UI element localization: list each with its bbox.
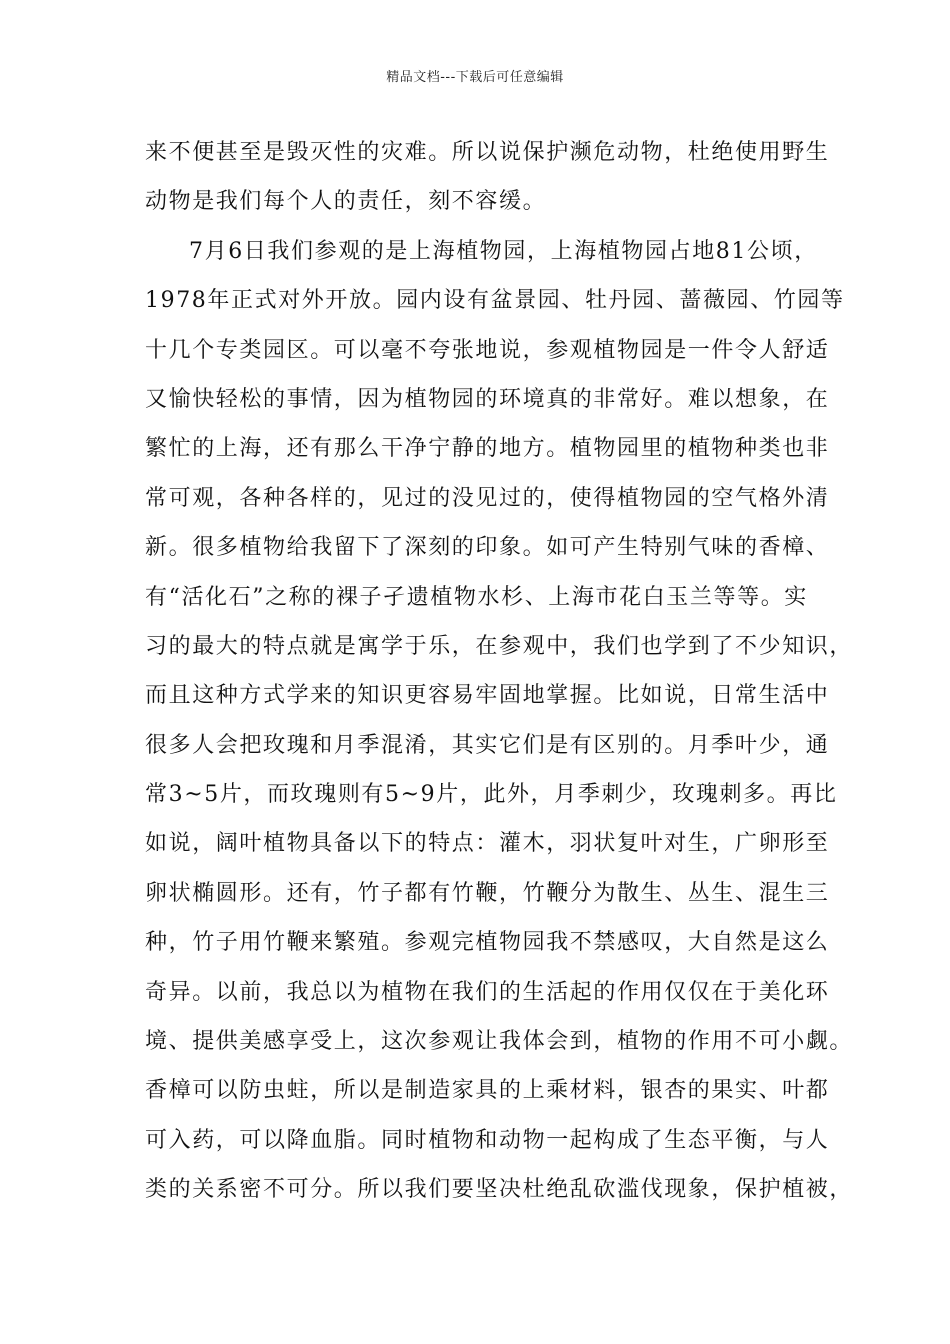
text-line: 种，竹子用竹鞭来繁殖。参观完植物园我不禁感叹，大自然是这么 (145, 930, 830, 956)
text-line: 常3~5片，而玫瑰则有5~9片，此外，月季刺少，玫瑰刺多。再比 (145, 782, 838, 808)
text-line: 又愉快轻松的事情，因为植物园的环境真的非常好。难以想象，在 (145, 386, 830, 412)
text-line: 香樟可以防虫蛀，所以是制造家具的上乘材料，银杏的果实、叶都 (145, 1078, 830, 1104)
text-line: 来不便甚至是毁灭性的灾难。所以说保护濒危动物，杜绝使用野生 (145, 140, 830, 165)
text-line: 境、提供美感享受上，这次参观让我体会到，植物的作用不可小觑。 (145, 1029, 854, 1055)
text-line: 如说，阔叶植物具备以下的特点：灌木，羽状复叶对生，广卵形至 (145, 831, 830, 857)
text-line: 常可观，各种各样的，见过的没见过的，使得植物园的空气格外清 (145, 485, 830, 511)
text-line: 类的关系密不可分。所以我们要坚决杜绝乱砍滥伐现象，保护植被， (145, 1177, 854, 1203)
text-line: 很多人会把玫瑰和月季混淆，其实它们是有区别的。月季叶少，通 (145, 732, 830, 758)
text-line: 十几个专类园区。可以毫不夸张地说，参观植物园是一件令人舒适 (145, 337, 830, 363)
document-body (145, 128, 854, 1215)
text-line: 1978年正式对外开放。园内设有盆景园、牡丹园、蔷薇园、竹园等 (145, 288, 845, 314)
text-line: 而且这种方式学来的知识更容易牢固地掌握。比如说，日常生活中 (145, 683, 830, 709)
text-line: 新。很多植物给我留下了深刻的印象。如可产生特别气味的香樟、 (145, 535, 830, 561)
text-line: 奇异。以前，我总以为植物在我们的生活起的作用仅仅在于美化环 (145, 979, 830, 1005)
text-line: 习的最大的特点就是寓学于乐，在参观中，我们也学到了不少知识， (145, 633, 854, 659)
text-line: 有“活化石”之称的裸子孑遗植物水杉、上海市花白玉兰等等。实 (145, 584, 808, 610)
page-header: 精品文档---下载后可任意编辑 (386, 70, 564, 85)
text-line: 卵状椭圆形。还有，竹子都有竹鞭，竹鞭分为散生、丛生、混生三 (145, 880, 830, 906)
text-line: 繁忙的上海，还有那么干净宁静的地方。植物园里的植物种类也非 (145, 436, 830, 462)
text-line: 可入药，可以降血脂。同时植物和动物一起构成了生态平衡，与人 (145, 1127, 830, 1153)
text-line: 动物是我们每个人的责任，刻不容缓。 (145, 189, 547, 215)
paragraph-start-line: 7月6日我们参观的是上海植物园，上海植物园占地81公顷， (189, 238, 818, 264)
